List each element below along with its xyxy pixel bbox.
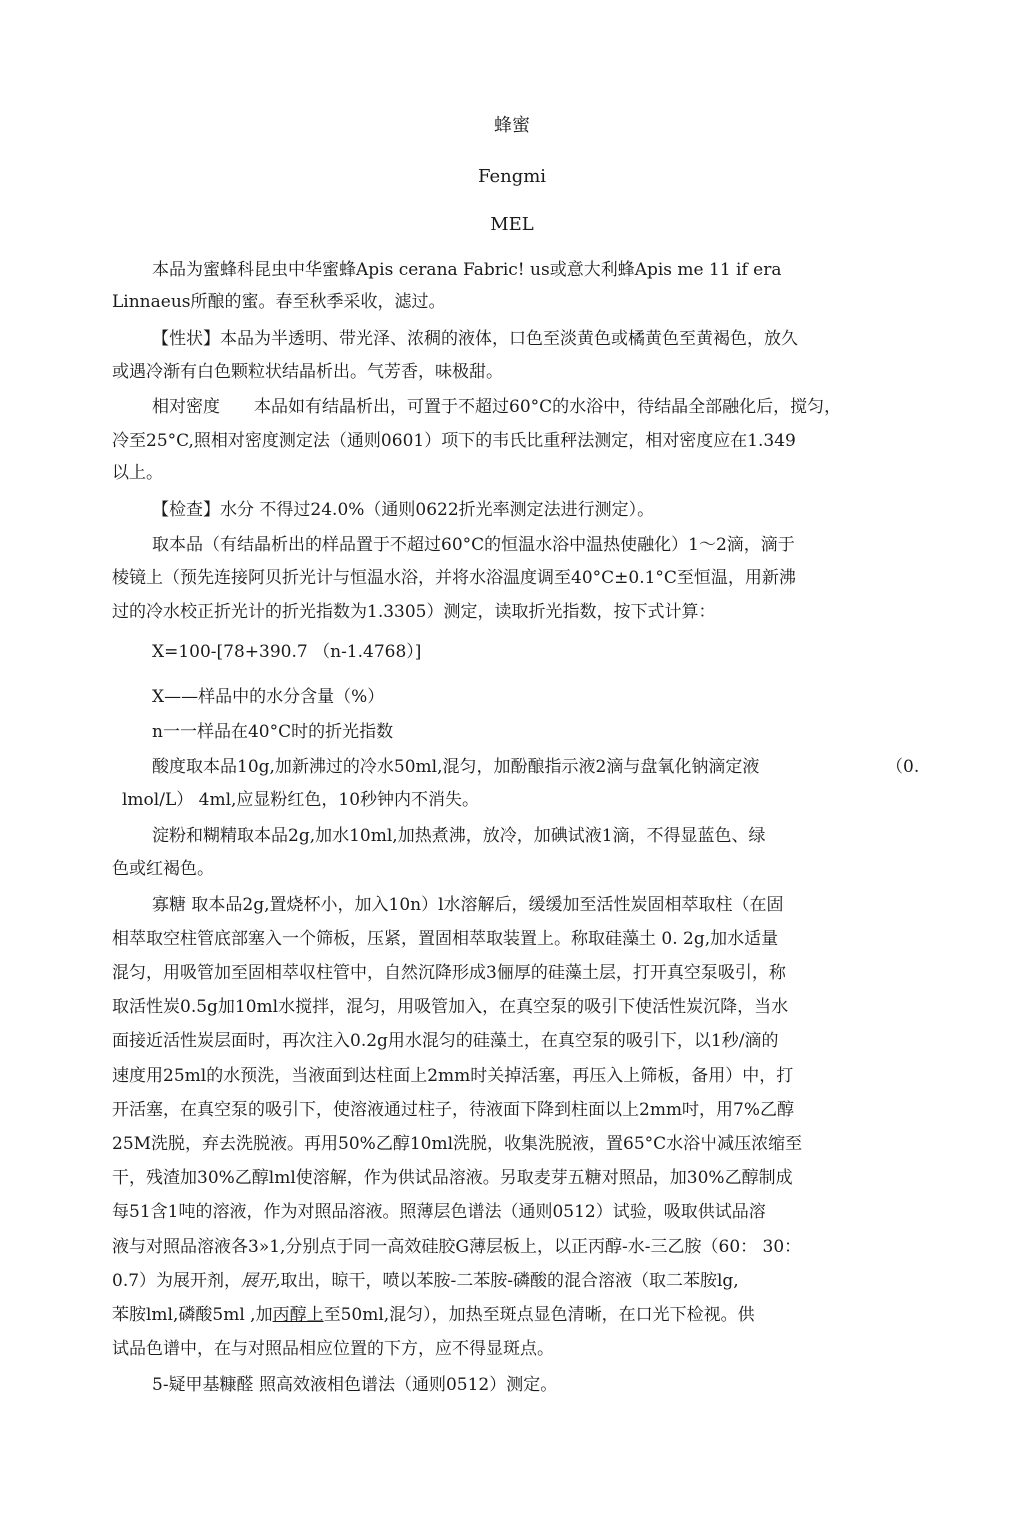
water-line-2: 棱镜上（预先连接阿贝折光计与恒温水浴，并将水浴温度调至40°C±0.1°C至恒温，用新沸 xyxy=(112,568,796,588)
source-line-1: 本品为蜜蜂科昆虫中华蜜蜂Apis cerana Fabric! us或意大利蜂Apis me 11 if era xyxy=(152,260,782,280)
oligo-line-5: 面接近活性炭层面时，再次注入0.2g用水混匀的硅藻土，在真空泵的吸引下，以1秒/滴的 xyxy=(112,1031,779,1051)
density-line-2: 冷至25°C,照相对密度测定法（通则0601）项下的韦氏比重秤法测定，相对密度应在1.349 xyxy=(112,431,796,451)
oligo-line-12-italic: 展开, xyxy=(241,1271,281,1291)
properties-line-2: 或遇冷渐有白色颗粒状结晶析出。气芳香，味极甜。 xyxy=(112,362,503,382)
oligo-line-12-part-c: 取出，晾干，喷以苯胺-二苯胺-磷酸的混合溶液（取二苯胺lg, xyxy=(280,1271,739,1291)
oligo-line-13-part-a: 苯胺lml,磷酸5ml ,加 xyxy=(112,1305,273,1325)
oligo-line-13-underlined: 丙醇上 xyxy=(272,1305,324,1325)
definition-n: n一一样品在40°C时的折光指数 xyxy=(152,722,394,742)
title-pinyin: Fengmi xyxy=(477,166,547,187)
oligo-line-12 xyxy=(112,1270,739,1292)
oligo-line-6: 速度用25ml的水预洗，当液面到达柱面上2mm时关掉活塞，再压入上筛板，备用）中，打 xyxy=(112,1066,794,1086)
title-latin: MEL xyxy=(490,214,534,235)
title-chinese: 蜂蜜 xyxy=(494,115,530,136)
oligo-line-14: 试品色谱中，在与对照品相应位置的下方，应不得显斑点。 xyxy=(112,1339,554,1359)
oligo-line-2: 相萃取空柱管底部塞入一个筛板，压紧，置固相萃取装置上。称取硅藻土 0. 2g,加水适量 xyxy=(112,929,779,949)
oligo-line-3: 混匀，用吸管加至固相萃収柱管中，自然沉降形成3俪厚的硅藻土层，打开真空泵吸引，称 xyxy=(112,963,786,983)
oligo-line-4: 取活性炭0.5g加10ml水搅拌，混匀，用吸管加入，在真空泵的吸引下使活性炭沉降，当水 xyxy=(112,997,789,1017)
water-line-1: 取本品（有结晶析出的样品置于不超过60°C的恒温水浴中温热使融化）1〜2滴，滴于 xyxy=(152,535,795,555)
oligo-line-13-part-c: 至50ml,混匀），加热至斑点显色清晰，在口光下检视。供 xyxy=(323,1305,755,1325)
properties-line-1: 【性状】本品为半透明、带光泽、浓稠的液体，口色至淡黄色或橘黄色至黄褐色，放久 xyxy=(152,329,798,349)
oligo-line-12-part-a: 0.7）为展开剂， xyxy=(112,1271,242,1291)
oligo-line-7: 开活塞，在真空泵的吸引下，使溶液通过柱子，待液面下降到柱面以上2mm吋，用7%乙醇 xyxy=(112,1100,795,1120)
oligo-line-10: 每51含1吨的溶液，作为对照品溶液。照薄层色谱法（通则0512）试验，吸取供试品溶 xyxy=(112,1202,766,1222)
definition-x: X——样品中的水分含量（%） xyxy=(152,687,385,707)
oligo-line-9: 干，残渣加30%乙醇lml使溶解，作为供试品溶液。另取麦芽五糖对照品，加30%乙醇制成 xyxy=(112,1168,793,1188)
starch-line-1: 淀粉和糊精取本品2g,加水10ml,加热煮沸，放冷，加碘试液1滴，不得显蓝色、绿 xyxy=(152,826,766,846)
starch-line-2: 色或红褐色。 xyxy=(112,859,214,879)
acidity-line-1: 酸度取本品10g,加新沸过的冷水50ml,混匀，加酚酿指示液2滴与盘氧化钠滴定液 xyxy=(152,757,760,777)
hmf-line-1: 5-疑甲基糠醛 照高效液相色谱法（通则0512）测定。 xyxy=(152,1375,558,1395)
check-heading-line: 【检查】水分 不得过24.0%（通则0622折光率测定法进行测定）。 xyxy=(152,500,655,520)
oligo-line-11: 液与对照品溶液各3»1,分别点于同一高效硅胶G薄层板上，以正丙醇-水-三乙胺（60： 30： xyxy=(112,1237,802,1257)
acidity-line-2: lmol/L） 4ml,应显粉红色，10秒钟内不消失。 xyxy=(122,790,480,810)
source-line-2: Linnaeus所酿的蜜。春至秋季采收，滤过。 xyxy=(112,292,446,312)
oligo-line-8: 25M洗脱，弃去洗脱液。再用50%乙醇10ml洗脱，收集洗脱液，置65°C水浴屮减压浓缩至 xyxy=(112,1134,803,1154)
oligo-line-13 xyxy=(112,1304,755,1326)
density-line-1: 相对密度 本品如有结晶析出，可置于不超过60°C的水浴中，待结晶全部融化后，搅匀， xyxy=(152,397,842,417)
water-formula: X=100-[78+390.7 （n-1.4768）] xyxy=(152,642,422,662)
water-line-3: 过的冷水校正折光计的折光指数为1.3305）测定，读取折光指数，按下式计算： xyxy=(112,602,716,622)
oligo-line-1: 寡糖 取本品2g,置烧杯小，加入10n）l水溶解后，缓缓加至活性炭固相萃取柱（在固 xyxy=(152,895,784,915)
acidity-line-1-end: （0. xyxy=(886,757,920,777)
density-line-3: 以上。 xyxy=(112,463,163,483)
